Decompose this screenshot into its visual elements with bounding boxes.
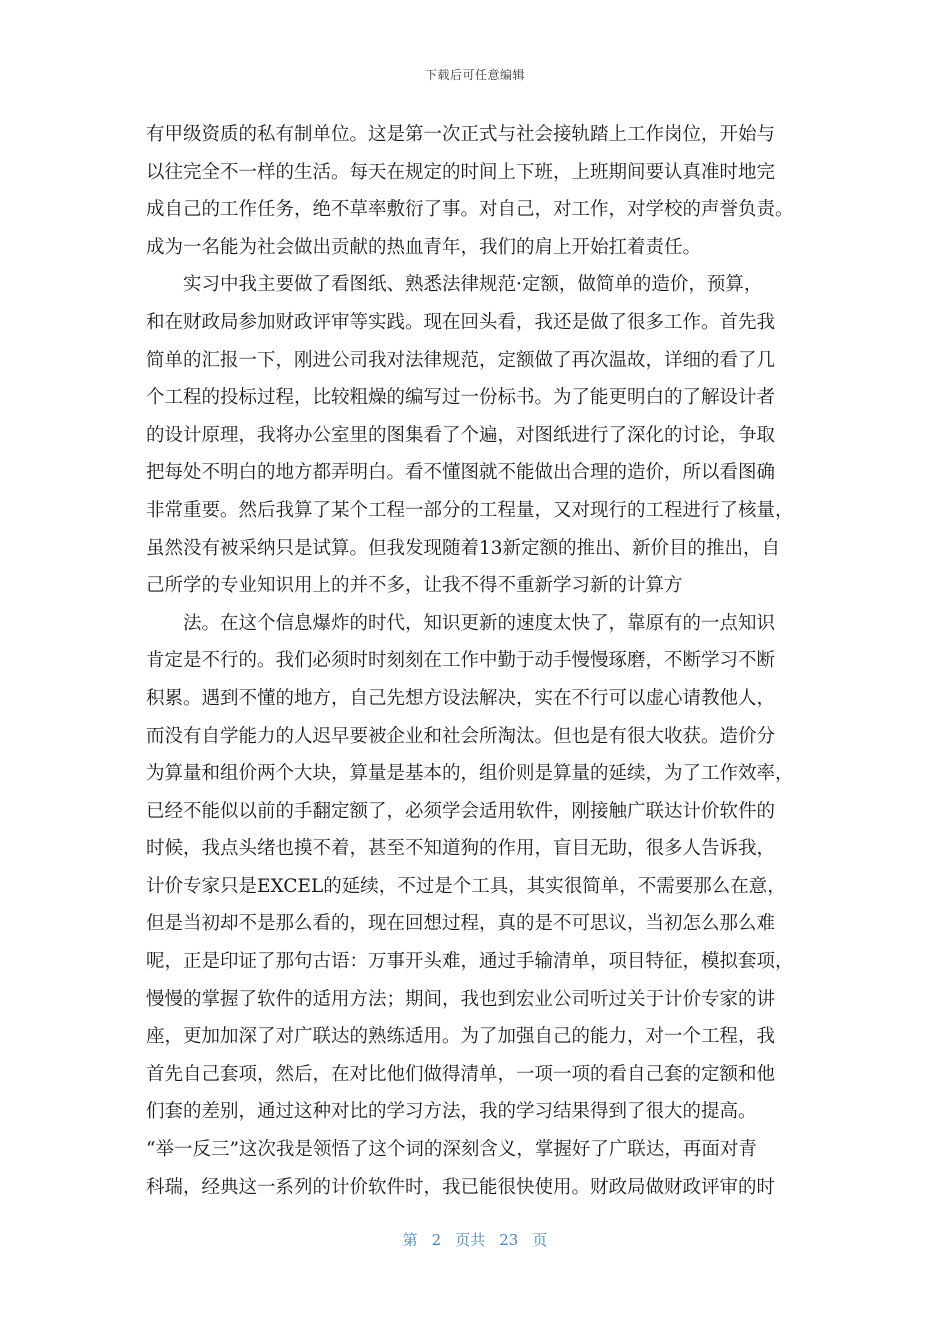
- text-line: 有甲级资质的私有制单位。这是第一次正式与社会接轨踏上工作岗位，开始与: [146, 124, 776, 145]
- text-line: 呢，正是印证了那句古语：万事开头难，通过手输清单，项目特征，模拟套项，: [146, 951, 794, 973]
- page-footer: [0, 1229, 950, 1250]
- text-line: 科瑞，经典这一系列的计价软件时，我已能很快使用。财政局做财政评审的时: [146, 1176, 776, 1198]
- document-body: [146, 116, 816, 1206]
- text-line: 虽然没有被采纳只是试算。但我发现随着13新定额的推出、新价目的推出，自: [146, 537, 781, 559]
- text-line: 已经不能似以前的手翻定额了，必须学会适用软件，刚接触广联达计价软件的: [146, 800, 776, 822]
- text-line: 的设计原理，我将办公室里的图集看了个遍，对图纸进行了深化的讨论，争取: [146, 424, 776, 446]
- text-line: 积累。遇到不懂的地方，自己先想方设法解决，实在不行可以虚心请教他人，: [146, 687, 776, 709]
- text-line: 首先自己套项，然后，在对比他们做得清单，一项一项的看自己套的定额和他: [146, 1063, 776, 1085]
- text-line: 法。在这个信息爆炸的时代，知识更新的速度太快了，靠原有的一点知识: [183, 612, 776, 634]
- text-line: 实习中我主要做了看图纸、熟悉法律规范·定额，做简单的造价，预算，: [183, 274, 763, 296]
- text-line: 个工程的投标过程，比较粗燥的编写过一份标书。为了能更明白的了解设计者: [146, 387, 776, 409]
- page-header: [0, 66, 950, 83]
- text-line: 时候，我点头绪也摸不着，甚至不知道狗的作用，盲目无助，很多人告诉我，: [146, 838, 776, 860]
- text-line: 成为一名能为社会做出贡献的热血青年，我们的肩上开始扛着责任。: [146, 236, 702, 258]
- header-text: 下载后可任意编辑: [424, 68, 525, 82]
- text-line: 肯定是不行的。我们必须时时刻刻在工作中勤于动手慢慢琢磨，不断学习不断: [146, 650, 776, 672]
- text-line: 座，更加加深了对广联达的熟练适用。为了加强自己的能力，对一个工程，我: [146, 1026, 776, 1048]
- footer-total-pages: 23: [499, 1231, 519, 1249]
- text-line: 非常重要。然后我算了某个工程一部分的工程量，又对现行的工程进行了核量，: [146, 499, 794, 521]
- text-line: 成自己的工作任务，绝不草率敷衍了事。对自己，对工作，对学校的声誉负责。: [146, 199, 794, 221]
- text-line: 己所学的专业知识用上的并不多，让我不得不重新学习新的计算方: [146, 575, 683, 597]
- text-line: 把每处不明白的地方都弄明白。看不懂图就不能做出合理的造价，所以看图确: [146, 462, 776, 484]
- text-line: 们套的差别，通过这种对比的学习方法，我的学习结果得到了很大的提高。: [146, 1101, 757, 1123]
- text-line: 但是当初却不是那么看的，现在回想过程，真的是不可思议，当初怎么那么难: [146, 913, 776, 935]
- text-line: “举一反三”这次我是领悟了这个词的深刻含义，掌握好了广联达，再面对青: [146, 1139, 757, 1161]
- footer-prefix: 第: [402, 1231, 418, 1249]
- text-line: 简单的汇报一下，刚进公司我对法律规范，定额做了再次温故，详细的看了几: [146, 349, 776, 371]
- footer-mid: 页共: [455, 1231, 486, 1249]
- text-line: 和在财政局参加财政评审等实践。现在回头看，我还是做了很多工作。首先我: [146, 311, 776, 333]
- text-line: 而没有自学能力的人迟早要被企业和社会所淘汰。但也是有很大收获。造价分: [146, 725, 776, 747]
- text-line: 以往完全不一样的生活。每天在规定的时间上下班，上班期间要认真准时地完: [146, 161, 776, 183]
- footer-page-number: 2: [431, 1231, 442, 1249]
- text-line: 为算量和组价两个大块，算量是基本的，组价则是算量的延续，为了工作效率，: [146, 763, 794, 785]
- text-line: 慢慢的掌握了软件的适用方法；期间，我也到宏业公司听过关于计价专家的讲: [146, 988, 776, 1010]
- text-line: 计价专家只是EXCEL的延续，不过是个工具，其实很简单，不需要那么在意，: [146, 875, 786, 897]
- footer-suffix: 页: [532, 1231, 548, 1249]
